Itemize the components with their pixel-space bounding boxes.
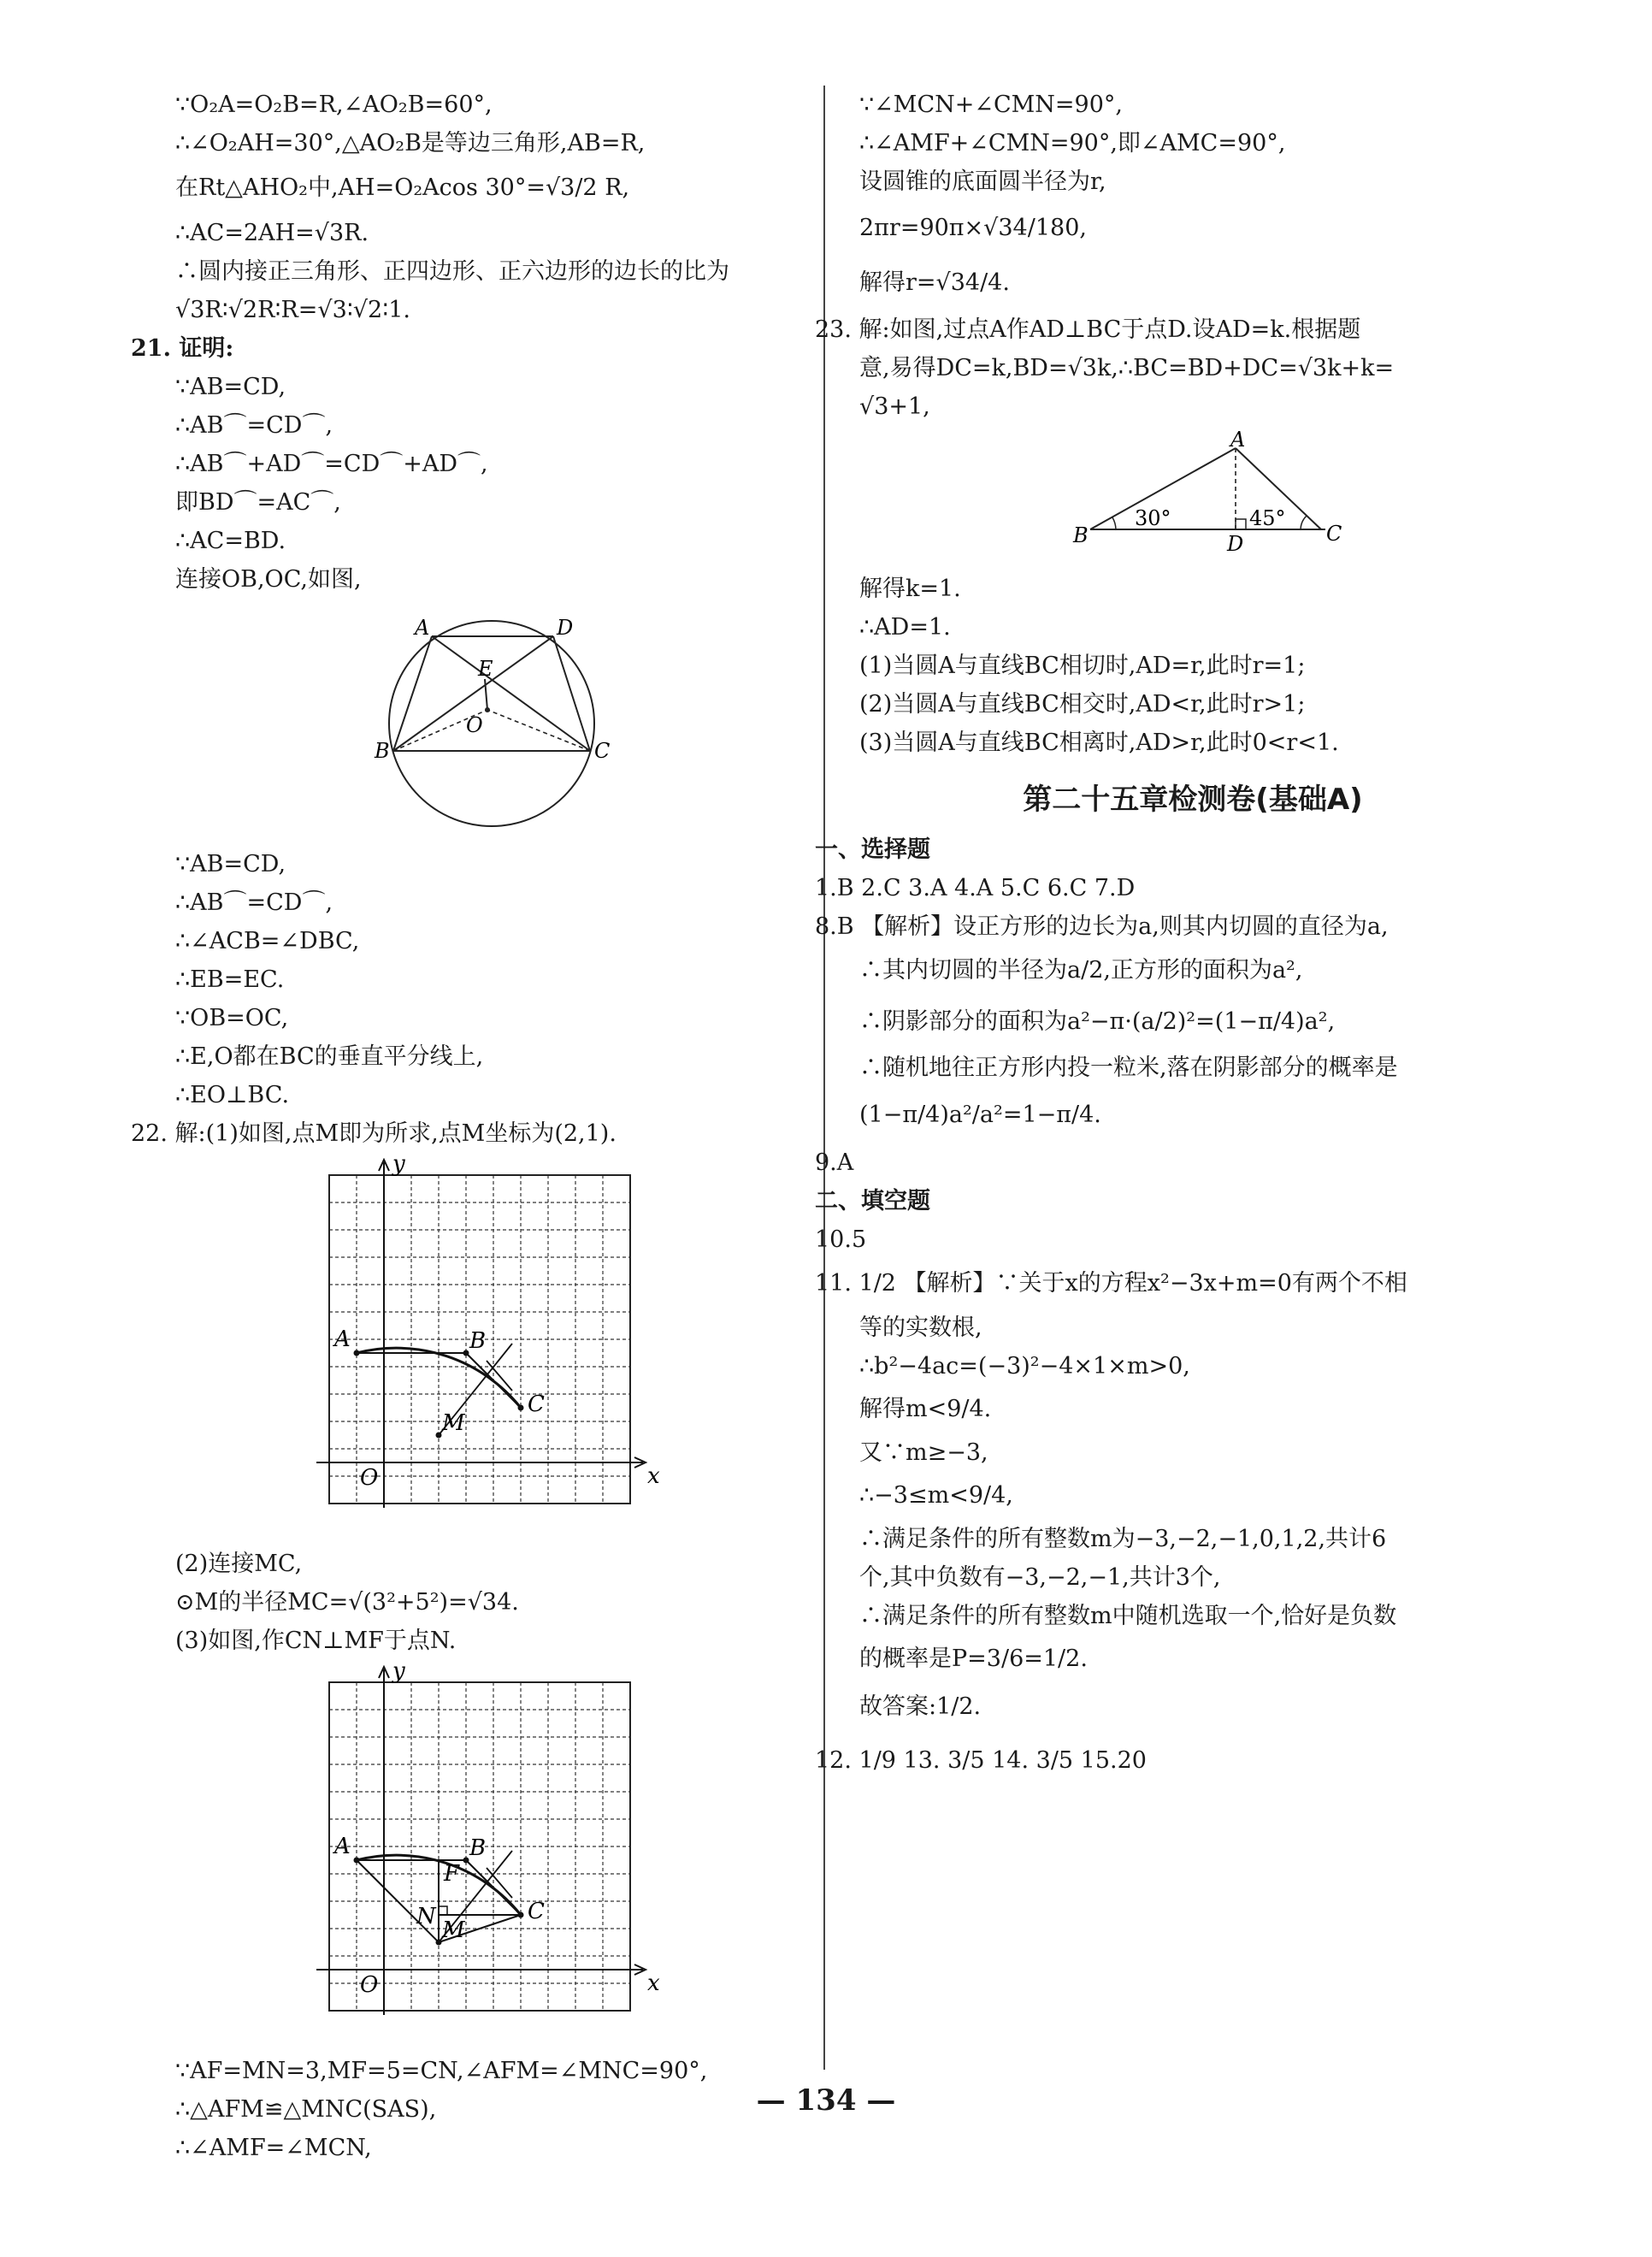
text-line: ∴∠AMF+∠CMN=90°,即∠AMC=90°,	[859, 130, 1286, 157]
text-line: ∵O₂A=O₂B=R,∠AO₂B=60°,	[175, 92, 493, 118]
label-n: N	[416, 1904, 436, 1929]
text-line: ∴AB⌒=CD⌒,	[175, 412, 333, 439]
chapter-title: 第二十五章检测卷(基础A)	[1023, 783, 1363, 817]
label-c: C	[594, 739, 611, 763]
point	[518, 1405, 524, 1411]
label-y: y	[392, 1158, 405, 1177]
text-line: ∴EB=EC.	[175, 966, 285, 993]
text-line: 个,其中负数有−3,−2,−1,共计3个,	[859, 1564, 1221, 1591]
label-d: D	[1227, 532, 1244, 556]
text-line: ∴EO⊥BC.	[175, 1082, 290, 1108]
text-line: ∴∠AMF=∠MCN,	[175, 2135, 372, 2161]
grid-figure-1	[175, 1158, 808, 1538]
label-a: A	[415, 616, 430, 640]
text-line: 设圆锥的底面圆半径为r,	[859, 168, 1106, 195]
text-line: 解得k=1.	[859, 576, 961, 602]
label-o: O	[360, 1465, 379, 1491]
label-c: C	[1326, 522, 1342, 546]
text-line: ∴满足条件的所有整数m中随机选取一个,恰好是负数	[859, 1603, 1397, 1629]
question-11-line: 11. 1/2 【解析】∵关于x的方程x²−3x+m=0有两个不相	[815, 1270, 1407, 1297]
question-21-label: 21. 证明:	[131, 335, 234, 362]
text-line: 2πr=90π×√34/180,	[859, 215, 1087, 241]
text-line: 故答案:1/2.	[859, 1693, 982, 1720]
text-line: 的概率是P=3/6=1/2.	[859, 1645, 1088, 1672]
text-line: ∴AC=2AH=√3R.	[175, 220, 369, 246]
label-a: A	[1230, 431, 1246, 452]
text-line: √3+1,	[859, 393, 930, 420]
label-b: B	[1073, 523, 1089, 547]
text-line: 连接OB,OC,如图,	[175, 566, 362, 593]
text-line: (2)连接MC,	[175, 1551, 303, 1577]
text-line: ∴AB⌒+AD⌒=CD⌒+AD⌒,	[175, 451, 488, 477]
circle-figure	[175, 604, 808, 838]
text-line: ∴AD=1.	[859, 614, 951, 641]
text-line: (3)如图,作CN⊥MF于点N.	[175, 1628, 457, 1654]
question-10: 10.5	[815, 1226, 867, 1253]
text-line: (1)当圆A与直线BC相切时,AD=r,此时r=1;	[859, 653, 1306, 679]
text-line: ∴阴影部分的面积为a²−π·(a/2)²=(1−π/4)a²,	[859, 1008, 1336, 1035]
question-8-line: 8.B 【解析】设正方形的边长为a,则其内切圆的直径为a,	[815, 913, 1389, 940]
text-line: 解得r=√34/4.	[859, 269, 1010, 296]
label-b: B	[375, 739, 390, 763]
text-line: 意,易得DC=k,BD=√3k,∴BC=BD+DC=√3k+k=	[859, 355, 1395, 381]
triangle-figure	[859, 431, 1526, 563]
text-line: ∴−3≤m<9/4,	[859, 1482, 1013, 1509]
text-line: 即BD⌒=AC⌒,	[175, 489, 341, 516]
grid-figure-2	[175, 1665, 808, 2045]
right-column	[815, 86, 1526, 1791]
label-a: A	[334, 1834, 351, 1859]
label-o: O	[360, 1972, 379, 1998]
label-b: B	[469, 1328, 487, 1354]
label-x: x	[647, 1463, 660, 1489]
text-line: ⊙M的半径MC=√(3²+5²)=√34.	[175, 1589, 519, 1616]
text-line: ∴其内切圆的半径为a/2,正方形的面积为a²,	[859, 957, 1303, 984]
label-b: B	[469, 1835, 487, 1861]
point	[354, 1350, 360, 1356]
label-m: M	[442, 1410, 465, 1436]
label-m: M	[442, 1917, 465, 1943]
label-d: D	[557, 616, 574, 640]
point	[463, 1350, 469, 1356]
text-line: 又∵m≥−3,	[859, 1439, 988, 1466]
angle-b-label: 30°	[1135, 506, 1171, 530]
text-line: ∴△AFM≌△MNC(SAS),	[175, 2096, 437, 2123]
text-line: ∴随机地往正方形内投一粒米,落在阴影部分的概率是	[859, 1055, 1398, 1081]
text-line: ∴∠ACB=∠DBC,	[175, 928, 360, 954]
text-line: ∵AF=MN=3,MF=5=CN,∠AFM=∠MNC=90°,	[175, 2058, 708, 2084]
text-line: ∴∠O₂AH=30°,△AO₂B是等边三角形,AB=R,	[175, 130, 646, 157]
text-line: ∴满足条件的所有整数m为−3,−2,−1,0,1,2,共计6	[859, 1526, 1387, 1552]
text-line: ∵AB=CD,	[175, 851, 286, 877]
question-22-line: 22. 解:(1)如图,点M即为所求,点M坐标为(2,1).	[131, 1120, 617, 1147]
text-line: (3)当圆A与直线BC相离时,AD>r,此时0<r<1.	[859, 730, 1339, 756]
text-line: 等的实数根,	[859, 1315, 982, 1341]
section-heading: 二、填空题	[815, 1188, 930, 1214]
label-o: O	[466, 713, 483, 737]
text-line: ∴圆内接正三角形、正四边形、正六边形的边长的比为	[175, 258, 729, 285]
label-f: F	[444, 1861, 460, 1887]
label-x: x	[647, 1970, 660, 1996]
label-e: E	[478, 657, 493, 681]
left-column	[131, 86, 808, 2167]
text-line: ∴AB⌒=CD⌒,	[175, 889, 333, 916]
question-23-line: 23. 解:如图,过点A作AD⊥BC于点D.设AD=k.根据题	[815, 316, 1361, 343]
text-line: 解得m<9/4.	[859, 1396, 992, 1422]
text-line: (2)当圆A与直线BC相交时,AD<r,此时r>1;	[859, 691, 1306, 718]
label-a: A	[334, 1326, 351, 1352]
label-c: C	[528, 1391, 545, 1417]
text-line: √3R∶√2R∶R=√3∶√2∶1.	[175, 297, 411, 323]
text-line: ∵AB=CD,	[175, 374, 286, 400]
point	[463, 1858, 469, 1864]
text-line: ∵∠MCN+∠CMN=90°,	[859, 92, 1123, 118]
section-heading: 一、选择题	[815, 836, 930, 863]
text-line: 在Rt△AHO₂中,AH=O₂Acos 30°=√3/2 R,	[175, 174, 630, 201]
text-line: ∵OB=OC,	[175, 1005, 289, 1031]
questions-12-15: 12. 1/9 13. 3/5 14. 3/5 15.20	[815, 1747, 1147, 1774]
text-line: ∴E,O都在BC的垂直平分线上,	[175, 1043, 484, 1070]
question-9: 9.A	[815, 1149, 854, 1176]
right-angle-mark	[439, 1906, 447, 1915]
choice-answers: 1.B 2.C 3.A 4.A 5.C 6.C 7.D	[815, 875, 1136, 901]
text-line: ∴AC=BD.	[175, 528, 286, 554]
text-line: (1−π/4)a²/a²=1−π/4.	[859, 1102, 1101, 1128]
page-number: — 134 —	[756, 2083, 896, 2118]
label-c: C	[528, 1899, 545, 1924]
angle-c-label: 45°	[1249, 506, 1286, 530]
label-y: y	[392, 1665, 405, 1684]
text-line: ∴b²−4ac=(−3)²−4×1×m>0,	[859, 1353, 1190, 1380]
point	[436, 1433, 442, 1439]
